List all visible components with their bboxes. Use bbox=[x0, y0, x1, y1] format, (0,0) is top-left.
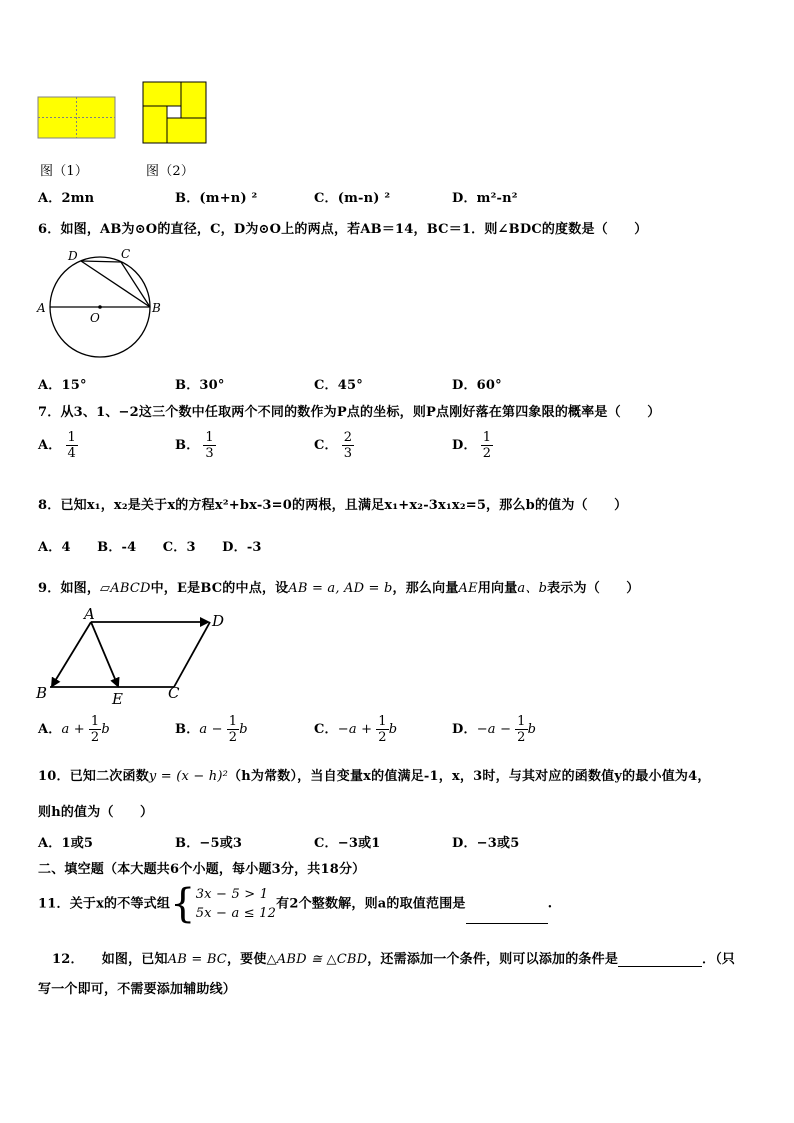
fraction-numerator: 1 bbox=[67, 430, 76, 445]
q6-label-b: B bbox=[152, 301, 161, 315]
q12-congruence: △ABD ≅ △CBD bbox=[266, 952, 368, 967]
figure-2-square bbox=[142, 81, 208, 145]
q11-inequality-2: 5x − a ≤ 12 bbox=[195, 906, 277, 921]
q8-question: 8．已知x₁，x₂是关于x的方程x²+bx-3=0的两根，且满足x₁+x₂-3x₁x₂=5，那么b的值为（ ） bbox=[38, 498, 628, 513]
q10-option-d: D．−3或5 bbox=[452, 836, 520, 851]
q9-vector-ae: AE bbox=[458, 581, 478, 596]
q9-prefix: 9．如图， bbox=[38, 581, 101, 596]
q7-option-a-fraction bbox=[66, 430, 78, 461]
fraction-denominator: 3 bbox=[343, 446, 353, 461]
fraction-numerator: 1 bbox=[90, 714, 100, 729]
q7-option-b bbox=[175, 430, 216, 461]
q12-answer-blank[interactable] bbox=[618, 952, 702, 967]
figure-1-label: 图（1） bbox=[40, 164, 89, 179]
q10-option-c: C．−3或1 bbox=[314, 836, 381, 851]
q7-option-a-label: A． bbox=[38, 438, 62, 453]
q7-option-d-label: D． bbox=[452, 438, 477, 453]
q5-option-c: C．(m-n) ² bbox=[314, 191, 391, 206]
fraction-numerator: 2 bbox=[343, 430, 353, 445]
q9-option-d-label: D． bbox=[452, 722, 477, 737]
q7-option-c-fraction bbox=[342, 430, 354, 461]
q6-label-a: A bbox=[37, 301, 46, 315]
q9-option-a-post: b bbox=[101, 722, 110, 737]
q6-circle-figure bbox=[34, 244, 164, 358]
q9-label-c: C bbox=[168, 684, 180, 702]
q9-mid: 中，E是BC的中点，设 bbox=[150, 581, 289, 596]
fraction-denominator: 4 bbox=[67, 446, 76, 461]
q9-label-d: D bbox=[212, 612, 225, 630]
fraction-numerator: 1 bbox=[205, 430, 214, 445]
q9-end: 表示为（ ） bbox=[547, 581, 640, 596]
section-fill-in-heading: 二、填空题（本大题共6个小题，每小题3分，共18分） bbox=[38, 862, 366, 877]
q6-label-c: C bbox=[121, 247, 131, 261]
figure-1-rectangle bbox=[37, 96, 117, 140]
q9-vectors-ab: a、b bbox=[517, 581, 548, 596]
q9-option-d bbox=[452, 714, 536, 745]
q9-label-a: A bbox=[84, 606, 95, 623]
q5-option-b: B．(m+n) ² bbox=[175, 191, 258, 206]
q5-option-a: A．2mn bbox=[38, 191, 95, 206]
q9-option-b-pre: a − bbox=[199, 722, 223, 737]
q10-option-b: B．−5或3 bbox=[175, 836, 243, 851]
q9-option-b-post: b bbox=[239, 722, 248, 737]
q10-question-line2: 则h的值为（ ） bbox=[38, 805, 154, 820]
q9-label-e: E bbox=[112, 690, 123, 708]
q12-text2: ，要使 bbox=[226, 952, 267, 967]
q7-option-a bbox=[38, 430, 78, 461]
q9-option-d-post: b bbox=[527, 722, 537, 737]
q10-text2: （h为常数），当自变量x的值满足-1，x，3时，与其对应的函数值y的最小值为4， bbox=[228, 769, 711, 784]
q12-end: ．（只 bbox=[702, 952, 736, 967]
q12-text1: 如图，已知 bbox=[101, 952, 168, 967]
q10-question-line1 bbox=[38, 765, 711, 784]
fraction-denominator: 2 bbox=[517, 730, 526, 745]
q11-inequality-system bbox=[196, 885, 276, 923]
q6-option-d: D．60° bbox=[452, 378, 502, 393]
q9-option-c-label: C． bbox=[314, 722, 338, 737]
q7-option-d bbox=[452, 430, 493, 461]
q5-option-d: D．m²-n² bbox=[452, 191, 518, 206]
q9-option-a-label: A． bbox=[38, 722, 62, 737]
figure-2-label: 图（2） bbox=[146, 164, 195, 179]
q9-option-d-fraction bbox=[515, 714, 527, 745]
q9-option-a-pre: a + bbox=[61, 722, 85, 737]
q10-function: y = (x − h)² bbox=[148, 769, 229, 784]
q9-option-a-fraction bbox=[89, 714, 101, 745]
q9-option-a bbox=[38, 714, 110, 745]
q9-option-b-fraction bbox=[227, 714, 239, 745]
fraction-numerator: 1 bbox=[517, 714, 526, 729]
q6-option-a: A．15° bbox=[38, 378, 87, 393]
fraction-denominator: 2 bbox=[90, 730, 100, 745]
q12-question-line1 bbox=[52, 948, 735, 967]
q9-rest2: 用向量 bbox=[477, 581, 518, 596]
q12-equation: AB = BC bbox=[167, 952, 227, 967]
q8-options: A．4 B．-4 C．3 D．-3 bbox=[38, 540, 262, 555]
q7-question: 7．从3、1、−2这三个数中任取两个不同的数作为P点的坐标，则P点刚好落在第四象限的概率是（ ） bbox=[38, 405, 661, 420]
brace-icon: { bbox=[170, 881, 196, 927]
q7-option-b-label: B． bbox=[175, 438, 200, 453]
q12-number: 12． bbox=[52, 952, 84, 967]
fraction-numerator: 1 bbox=[228, 714, 238, 729]
q6-label-d: D bbox=[68, 249, 78, 263]
q9-vector-definitions: AB = a, AD = b bbox=[288, 581, 393, 596]
q11-answer-blank[interactable] bbox=[466, 909, 548, 924]
q9-rest: ，那么向量 bbox=[392, 581, 459, 596]
fraction-denominator: 2 bbox=[378, 730, 387, 745]
q11-end: . bbox=[547, 896, 553, 912]
fraction-numerator: 1 bbox=[378, 714, 387, 729]
q10-text1: 10．已知二次函数 bbox=[38, 769, 149, 784]
fraction-denominator: 2 bbox=[482, 446, 492, 461]
q12-question-line2: 写一个即可，不需要添加辅助线） bbox=[38, 982, 237, 997]
q9-parallelogram: ▱ABCD bbox=[100, 581, 151, 596]
q9-option-c bbox=[314, 714, 397, 745]
q9-option-c-fraction bbox=[376, 714, 388, 745]
fraction-numerator: 1 bbox=[482, 430, 492, 445]
q9-option-d-pre: −a − bbox=[476, 722, 512, 737]
q11-inequality-1: 3x − 5 > 1 bbox=[195, 887, 269, 902]
q7-option-c bbox=[314, 430, 354, 461]
q11-prefix: 11．关于x的不等式组 bbox=[38, 896, 171, 912]
q7-option-c-label: C． bbox=[314, 438, 338, 453]
q6-option-b: B．30° bbox=[175, 378, 225, 393]
q6-question: 6．如图，AB为⊙O的直径，C，D为⊙O上的两点，若AB＝14，BC＝1．则∠BDC的度数是（ ） bbox=[38, 222, 648, 237]
q9-option-c-pre: −a + bbox=[337, 722, 373, 737]
q7-option-d-fraction bbox=[481, 430, 493, 461]
q12-text3: ，还需添加一个条件，则可以添加的条件是 bbox=[367, 952, 619, 967]
q9-option-b bbox=[175, 714, 248, 745]
q6-option-c: C．45° bbox=[314, 378, 363, 393]
q9-question bbox=[38, 577, 640, 596]
q9-option-b-label: B． bbox=[175, 722, 200, 737]
fraction-denominator: 2 bbox=[228, 730, 238, 745]
q11-suffix: 有2个整数解，则a的取值范围是 bbox=[276, 896, 466, 912]
q10-option-a: A．1或5 bbox=[38, 836, 94, 851]
q9-option-c-post: b bbox=[388, 722, 398, 737]
fraction-denominator: 3 bbox=[205, 446, 214, 461]
q11-question bbox=[38, 881, 553, 927]
q9-parallelogram-figure bbox=[34, 606, 234, 708]
q6-label-o: O bbox=[90, 311, 100, 325]
q9-label-b: B bbox=[36, 684, 48, 702]
q7-option-b-fraction bbox=[203, 430, 215, 461]
